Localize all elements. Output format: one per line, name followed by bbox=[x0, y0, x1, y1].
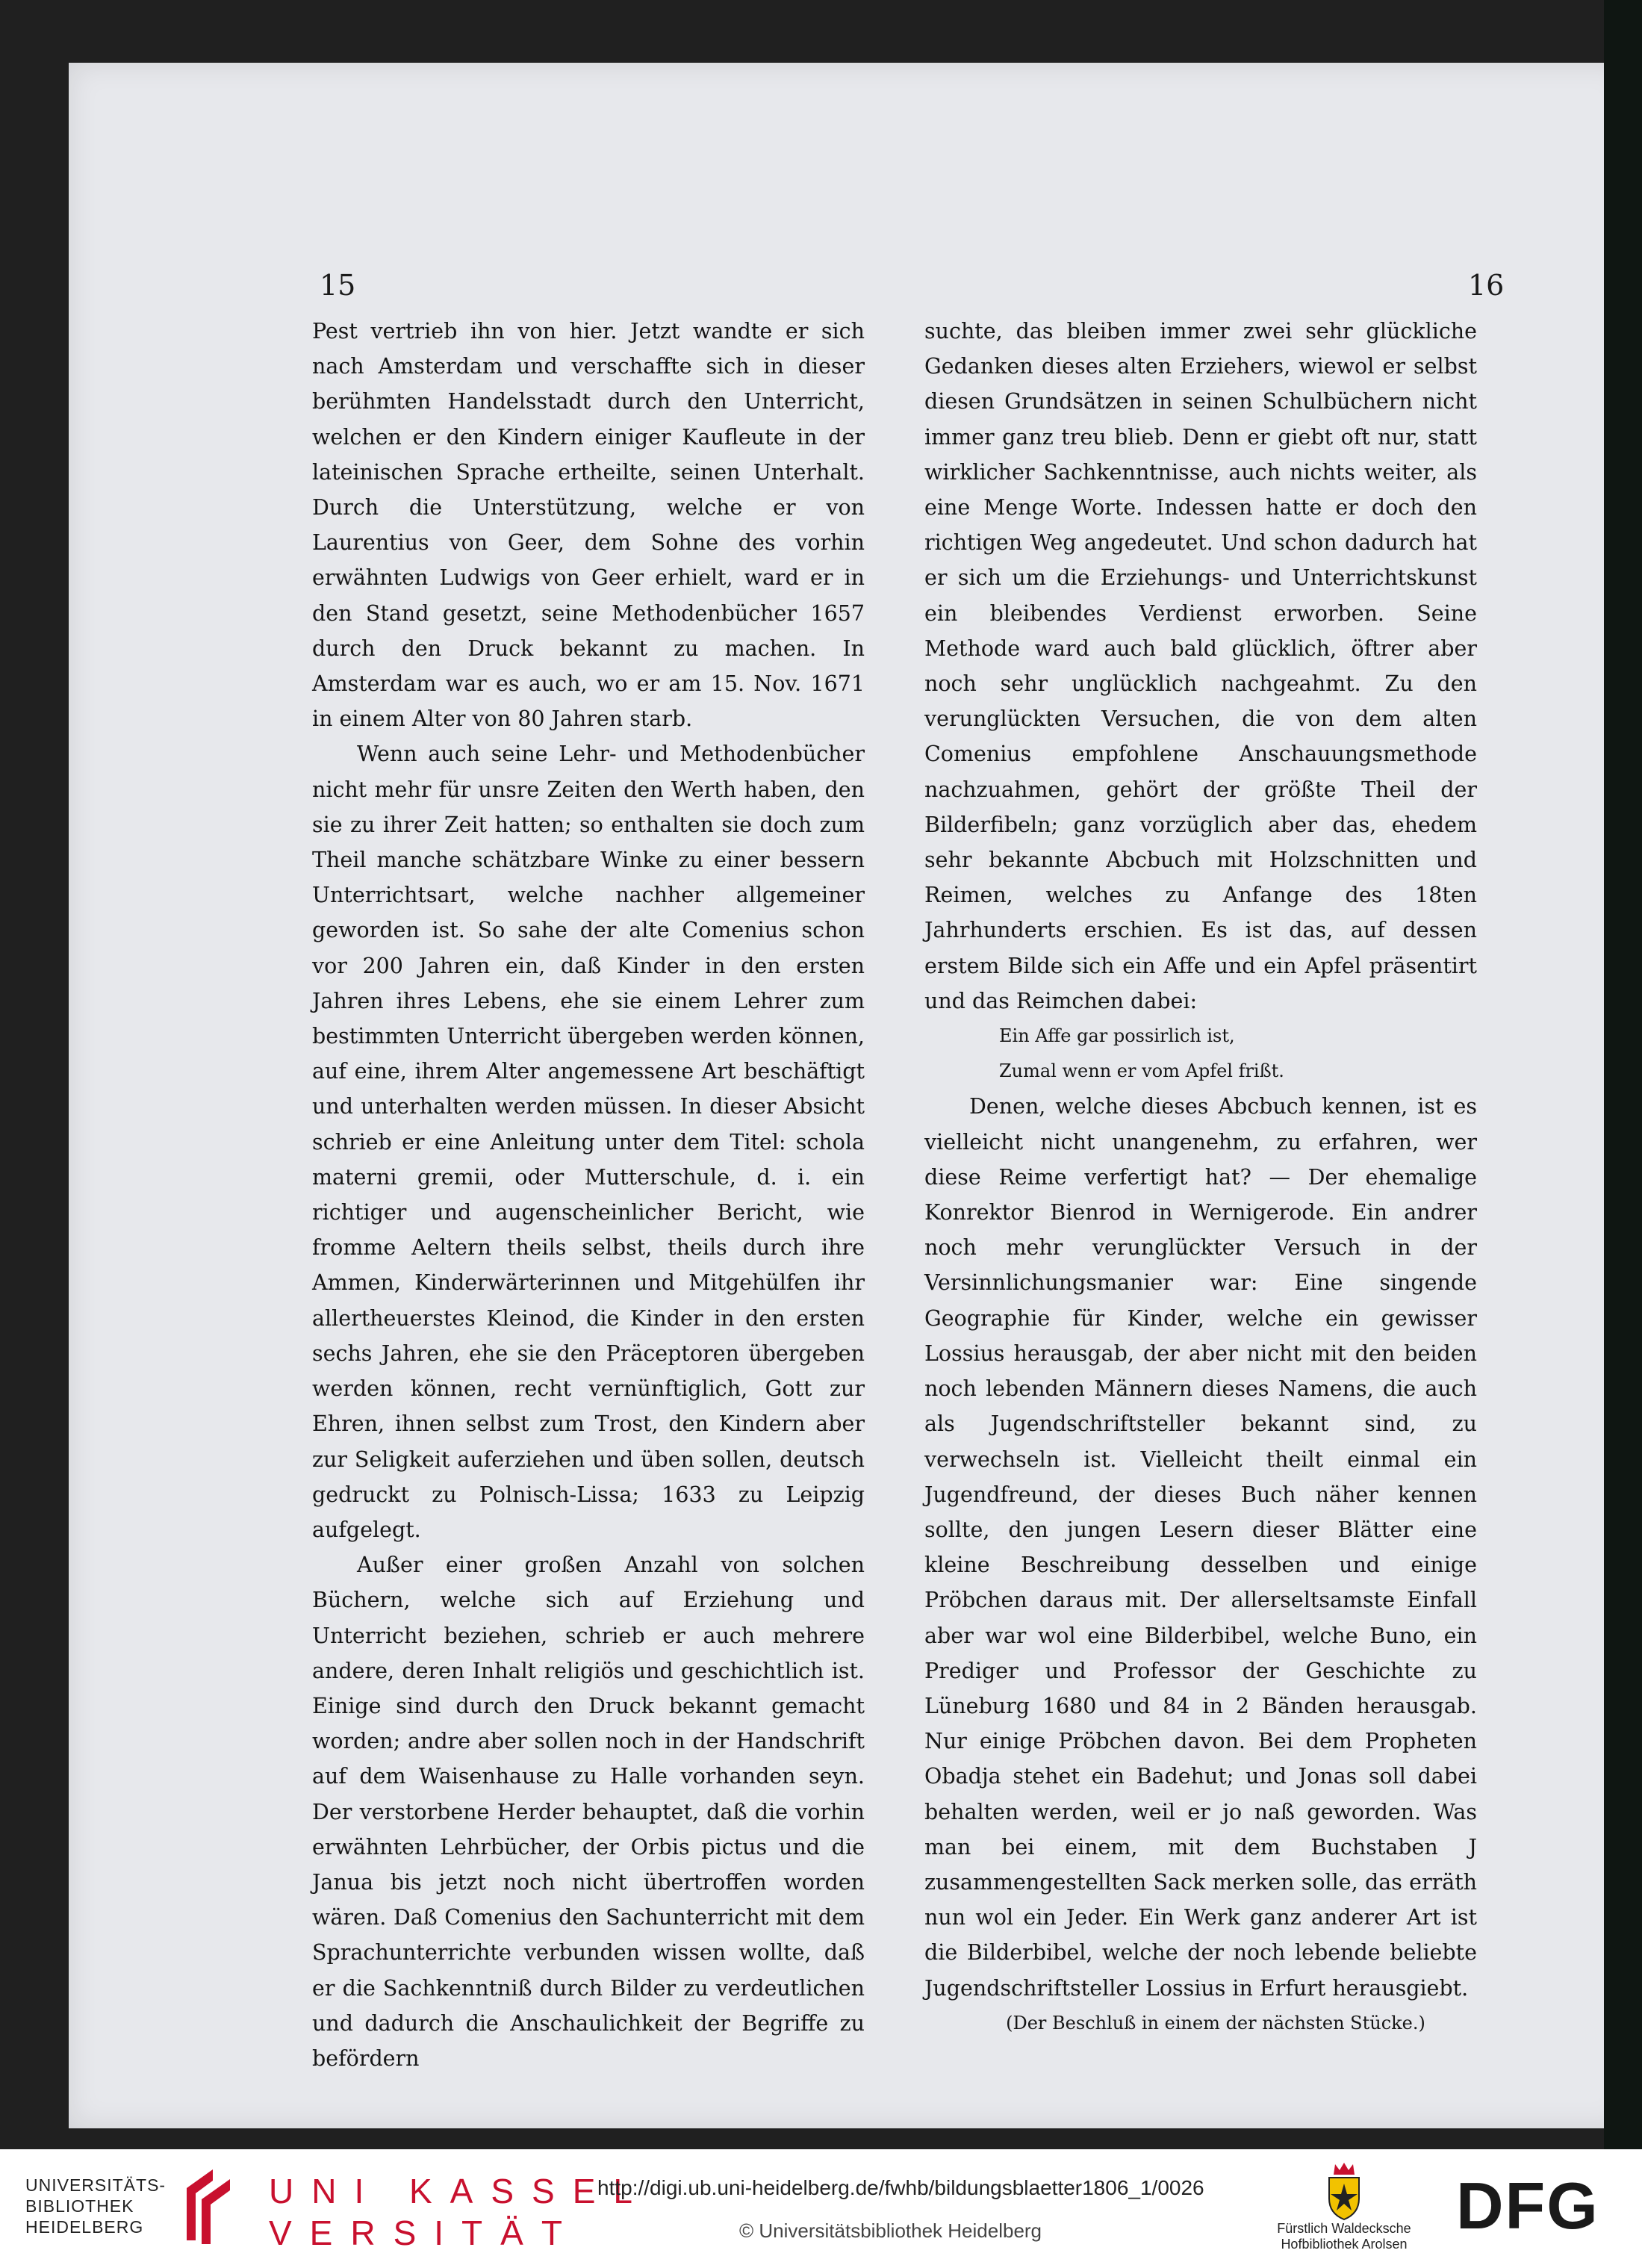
library-line: HEIDELBERG bbox=[25, 2217, 144, 2237]
heidelberg-logo-icon bbox=[179, 2166, 237, 2248]
paragraph: suchte, das bleiben immer zwei sehr glückliche Gedanken dieses alten Erziehers, wiewol er selbst diesen Grundsätzen in seinen Schulbüchern nicht immer ganz treu blieb. Denn er giebt oft nur, statt wirklicher Sachkenntnisse, auch nichts weiter, als eine Menge Worte. Indessen hatte er doch den richtigen Weg angedeutet. Und schon dadurch hat er sich um die Erziehungs- und Unterrichtskunst ein bleibendes Verdienst erworben. Seine Methode ward auch bald glücklich, öftrer aber noch sehr unglücklich nachgeahmt. Zu den verunglückten Versuchen, die von dem alten Comenius empfohlene Anschauungsmethode nachzuahmen, gehört der größte Theil der Bilderfibeln; ganz vorzüglich aber das, ehedem sehr bekannte Abcbuch mit Holzschnitten und Reimen, welches zu Anfange des 18ten Jahrhunderts erschien. Es ist das, auf dessen erstem Bilde sich ein Affe und ein Apfel präsentirt und das Reimchen dabei: bbox=[924, 319, 1477, 1013]
library-line: UNIVERSITÄTS- bbox=[25, 2175, 167, 2195]
closing-note: (Der Beschluß in einem der nächsten Stücke.) bbox=[1006, 2012, 1425, 2034]
verse-line: Zumal wenn er vom Apfel frißt. bbox=[999, 1060, 1284, 1082]
uni-kassel-logo[interactable] bbox=[269, 2170, 650, 2254]
dfg-logo[interactable]: DFG bbox=[1456, 2169, 1599, 2243]
copyright-text: © Universitätsbibliothek Heidelberg bbox=[739, 2219, 1042, 2242]
verse-line: Ein Affe gar possirlich ist, bbox=[999, 1025, 1235, 1047]
paragraph: Denen, welche dieses Abcbuch kennen, ist es vielleicht nicht unangenehm, zu erfahren, wer diese Reime verfertigt hat? — Der ehemalige Konrektor Bienrod in Wernigerode. Ein andrer noch mehr verunglückter Versuch in der Versinnlichungsmanier war: Eine singende Geographie für Kinder, welche ein gewisser Lossius herausgab, der aber nicht mit den beiden noch lebenden Männern dieses Namens, die auch als Jugendschriftsteller bekannt sind, zu verwechseln ist. Vielleicht theilt einmal ein Jugendfreund, der dieses Buch näher kennen sollte, den jungen Lesern dieser Blätter eine kleine Beschreibung desselben und einige Pröbchen daraus mit. Der allerseltsamste Einfall aber war wol eine Bilderbibel, welche Buno, ein Prediger und Professor der Geschichte zu Lüneburg 1680 und 84 in 2 Bänden herausgab. Nur einige Pröbchen davon. Bei dem Propheten Obadja stehet ein Badehut; und Jonas soll dabei behalten werden, weil er jo naß geworden. Was man bei einem, mit dem Buchstaben J zusammengestellten Sack merken solle, das erräth nun wol ein Jeder. Ein Werk ganz anderer Art ist die Bilderbibel, welche der noch lebende beliebte Jugendschriftsteller Lossius in Erfurt herausgiebt. bbox=[924, 1094, 1477, 2001]
arolsen-line: Hofbibliothek Arolsen bbox=[1281, 2237, 1408, 2252]
arolsen-line: Fürstlich Waldecksche bbox=[1277, 2221, 1411, 2236]
arolsen-crest-icon bbox=[1322, 2161, 1366, 2221]
paragraph: Außer einer großen Anzahl von solchen Büchern, welche sich auf Erziehung und Unterricht beziehen, schrieb er auch mehrere andere, deren Inhalt religiös und geschichtlich ist. Einige sind durch den Druck bekannt gemacht worden; andre aber sollen noch in der Handschrift auf dem Waisenhause zu Halle vorhanden seyn. Der verstorbene Herder behauptet, daß die vorhin erwähnten Lehrbücher, der Orbis pictus und die Janua bis jetzt noch nicht übertroffen worden wären. Daß Comenius den Sachunterricht mit dem Sprachunterrichte verbunden wissen wollte, daß er die Sachkenntniß durch Bilder zu verdeutlichen und dadurch die Anschaulichkeit der Begriffe zu befördern bbox=[312, 1553, 865, 2071]
paragraph: Pest vertrieb ihn von hier. Jetzt wandte er sich nach Amsterdam und verschaffte sich in dieser berühmten Handelsstadt durch den Unterricht, welchen er den Kindern einiger Kaufleute in der lateinischen Sprache ertheilte, seinen Unterhalt. Durch die Unterstützung, welche er von Laurentius von Geer, dem Sohne des vorhin erwähnten Ludwigs von Geer erhielt, ward er in den Stand gesetzt, seine Methodenbücher 1657 durch den Druck bekannt zu machen. In Amsterdam war es auch, wo er am 15. Nov. 1671 in einem Alter von 80 Jahren starb. bbox=[312, 319, 865, 732]
text-column-right bbox=[924, 314, 1477, 2041]
arolsen-library-name[interactable] bbox=[1266, 2221, 1422, 2252]
library-name[interactable] bbox=[25, 2175, 166, 2237]
paragraph: Wenn auch seine Lehr- und Methodenbücher nicht mehr für unsre Zeiten den Werth haben, den sie zu ihrer Zeit hatten; so enthalten sie doch zum Theil manche schätzbare Winke zu einer bessern Unterrichtsart, welche nachher allgemeiner geworden ist. So sahe der alte Comenius schon vor 200 Jahren ein, daß Kinder in den ersten Jahren ihres Lebens, ehe sie einem Lehrer zum bestimmten Unterricht übergeben werden können, auf eine, ihrem Alter angemessene Art beschäftigt und unterhalten werden müssen. In dieser Absicht schrieb er eine Anleitung unter dem Titel: schola materni gremii, oder Mutterschule, d. i. ein richtiger und augenscheinlicher Bericht, wie fromme Aeltern theils selbst, theils durch ihre Ammen, Kinderwärterinnen und Mitgehülfen ihr allertheuerstes Kleinod, die Kinder in den ersten sechs Jahren, ehe sie den Präceptoren übergeben werden können, recht vernünftiglich, Gott zur Ehren, ihnen selbst zum Trost, den Kindern aber zur Seligkeit auferziehen und üben sollen, deutsch gedruckt zu Polnisch-Lissa; 1633 zu Leipzig aufgelegt. bbox=[312, 742, 865, 1542]
permalink-url[interactable]: http://digi.ub.uni-heidelberg.de/fwhb/bildungsblaetter1806_1/0026 bbox=[597, 2176, 1204, 2199]
page-number-right: 16 bbox=[1468, 269, 1505, 302]
footer-bar bbox=[0, 2149, 1642, 2268]
page-number-left: 15 bbox=[320, 269, 356, 302]
page-edge bbox=[1604, 0, 1642, 2149]
text-column-left bbox=[312, 314, 865, 2076]
uni-kassel-bottom: VERSITÄT bbox=[269, 2213, 580, 2252]
library-line: BIBLIOTHEK bbox=[25, 2196, 134, 2216]
uni-kassel-top: UNI KASSEL bbox=[269, 2172, 650, 2210]
